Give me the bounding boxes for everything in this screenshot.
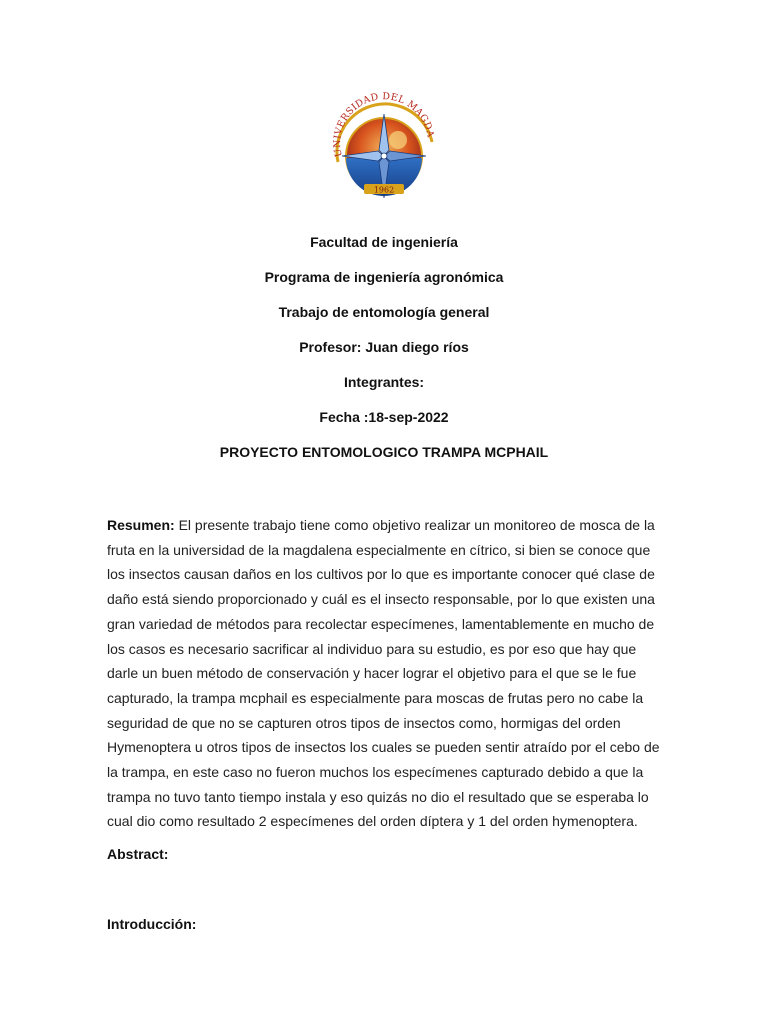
summary-text: El presente trabajo tiene como objetivo realizar un monitoreo de mosca de la fruta en la universidad de la magdalena especialmente en cítrico, si bien se conoce que los insectos causan daños en los cultivos por lo que es importante conocer qué clase de daño está siendo proporcionado y cuál es el insecto responsable, por lo que existen una gran variedad de métodos para recolectar especímenes, lamentablemente en mucho de los casos es necesario sacrificar al individuo para su estudio, es por eso que hay que darle un buen método de conservación y hacer lograr el objetivo para el que se le fue capturado, la trampa mcphail es especialmente para moscas de frutas pero no cabe la seguridad de que no se capturen otros tipos de insectos como, hormigas del orden Hymenoptera u otros tipos de insectos los cuales se pueden sentir atraído por el cebo de la trampa, en este caso no fueron muchos los especímenes capturado debido a que la trampa no tuvo tanto tiempo instala y eso quizás no dio el resultado que se esperaba lo cual dio como resultado 2 especímenes del orden díptera y 1 del orden hymenoptera. [107,517,660,830]
summary-paragraph [107,513,662,834]
university-seal-icon [320,84,448,212]
professor-line: Profesor: Juan diego ríos [299,339,469,355]
introduction-heading: Introducción: [107,916,197,932]
work-title: Trabajo de entomología general [278,304,490,320]
members-line: Integrantes: [343,374,425,390]
university-logo [320,84,448,212]
date-line: Fecha :18-sep-2022 [319,409,449,425]
logo-arc-text: UNIVERSIDAD DEL MAGDA [332,91,436,158]
logo-year: 1962 [373,185,395,195]
cover-header [0,234,768,479]
abstract-heading: Abstract: [107,846,169,862]
faculty-title: Facultad de ingeniería [310,234,458,250]
program-title: Programa de ingeniería agronómica [264,269,504,285]
project-title: PROYECTO ENTOMOLOGICO TRAMPA MCPHAIL [219,444,549,460]
summary-label: Resumen: [107,517,175,533]
